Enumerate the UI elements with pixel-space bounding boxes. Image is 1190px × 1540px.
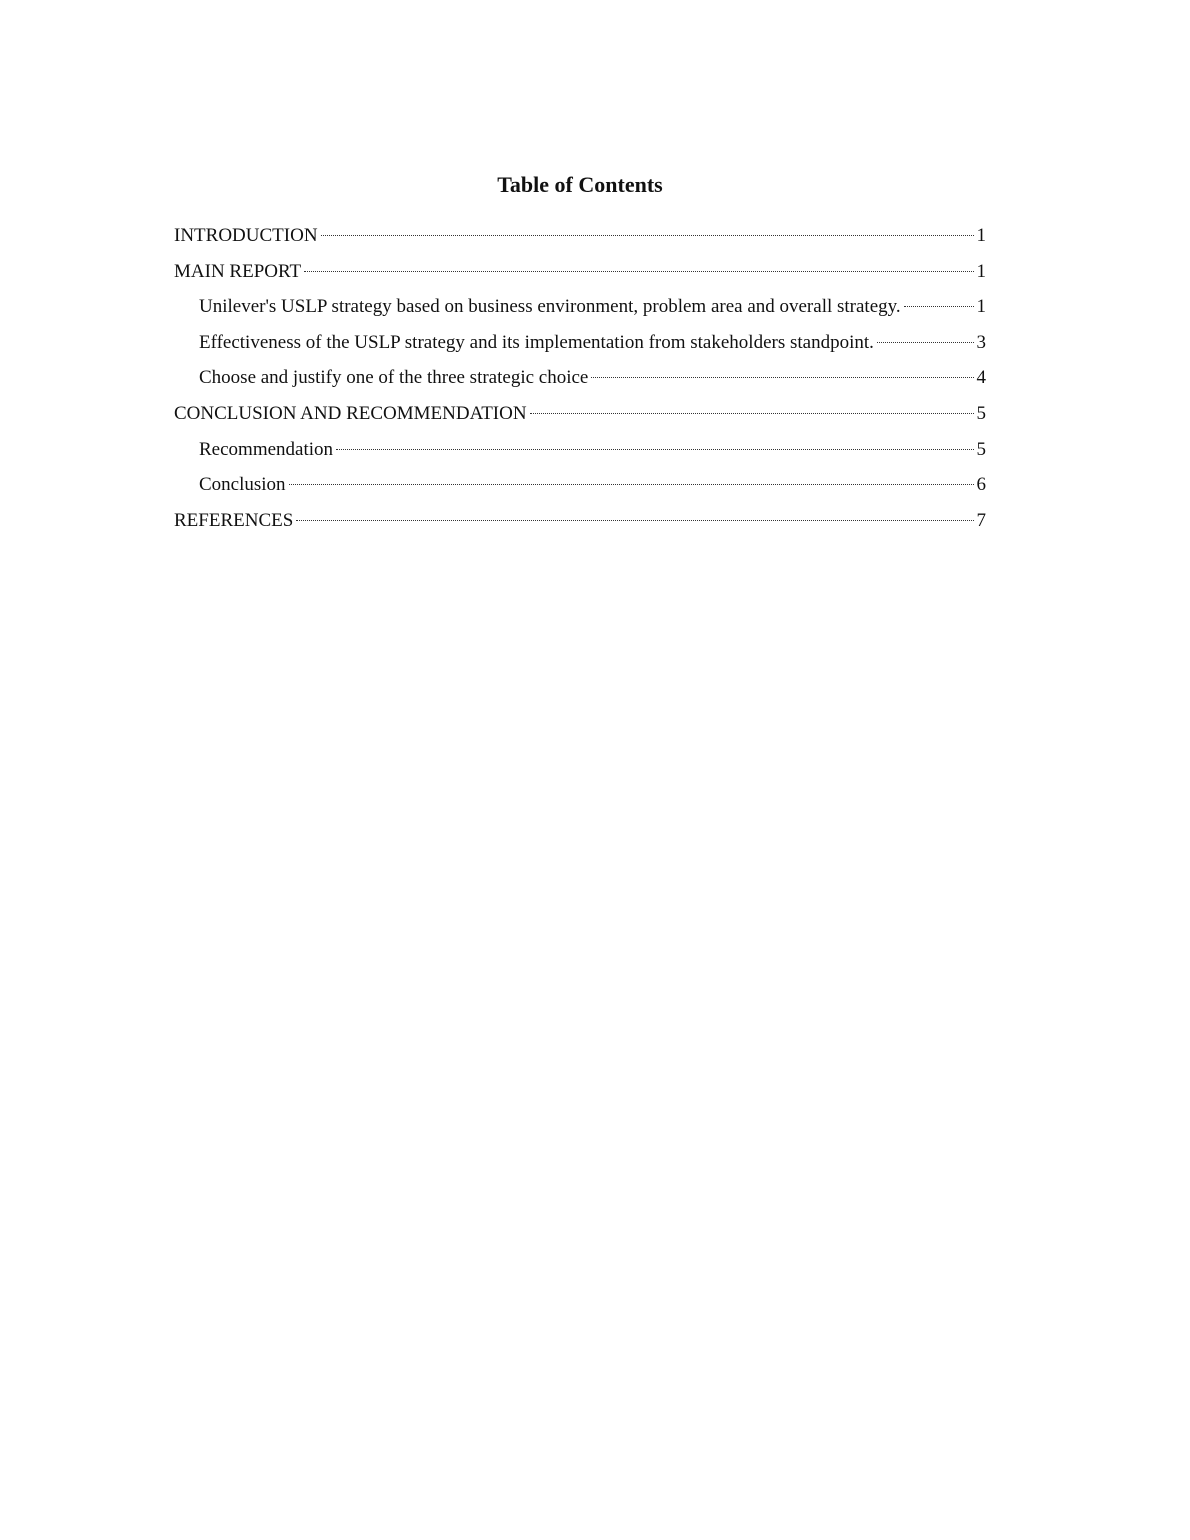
toc-entry-main-report[interactable] <box>174 258 986 294</box>
toc-dot-leader <box>296 520 973 521</box>
toc-entry-effectiveness[interactable] <box>174 329 986 365</box>
toc-page-number: 1 <box>976 225 986 246</box>
toc-entry-text: Effectiveness of the USLP strategy and its implementation from stakeholders standpoint. <box>199 331 874 353</box>
toc-page-number: 1 <box>976 296 986 318</box>
toc-page-number: 3 <box>976 331 986 353</box>
toc-entry-uslp-strategy[interactable] <box>174 293 986 329</box>
toc-entry-text: Choose and justify one of the three strategic choice <box>199 367 589 389</box>
toc-dot-leader <box>304 271 973 272</box>
toc-entry-text: MAIN REPORT <box>174 260 302 282</box>
toc-title: Table of Contents <box>497 172 663 197</box>
toc-dot-leader <box>321 235 974 236</box>
toc-entry-references[interactable] <box>174 507 986 543</box>
toc-page-number: 6 <box>976 474 986 496</box>
toc-dot-leader <box>904 306 974 307</box>
toc-entry-text: Conclusion <box>199 474 286 496</box>
toc-entry-text: REFERENCES <box>174 509 294 531</box>
toc-list <box>174 222 986 542</box>
toc-entry-conclusion-and-recommendation[interactable] <box>174 400 986 436</box>
toc-dot-leader <box>530 413 974 414</box>
toc-page-number: 4 <box>976 367 986 389</box>
toc-entry-text: INTRODUCTION <box>174 225 318 246</box>
toc-dot-leader <box>591 377 973 378</box>
toc-page-number: 7 <box>976 509 986 531</box>
toc-dot-leader <box>289 484 974 485</box>
toc-entry-strategic-choice[interactable] <box>174 364 986 400</box>
toc-page-number: 1 <box>976 260 986 282</box>
toc-entry-text: Recommendation <box>199 438 334 460</box>
toc-page-number: 5 <box>976 402 986 424</box>
toc-page-number: 5 <box>976 438 986 460</box>
toc-entry-text: CONCLUSION AND RECOMMENDATION <box>174 402 527 424</box>
toc-entry-recommendation[interactable] <box>174 436 986 472</box>
toc-entry-introduction[interactable] <box>174 222 986 258</box>
toc-dot-leader <box>336 449 973 450</box>
toc-entry-conclusion[interactable] <box>174 471 986 507</box>
toc-entry-text: Unilever's USLP strategy based on business environment, problem area and overall strategy. <box>199 296 901 318</box>
toc-dot-leader <box>877 342 974 343</box>
